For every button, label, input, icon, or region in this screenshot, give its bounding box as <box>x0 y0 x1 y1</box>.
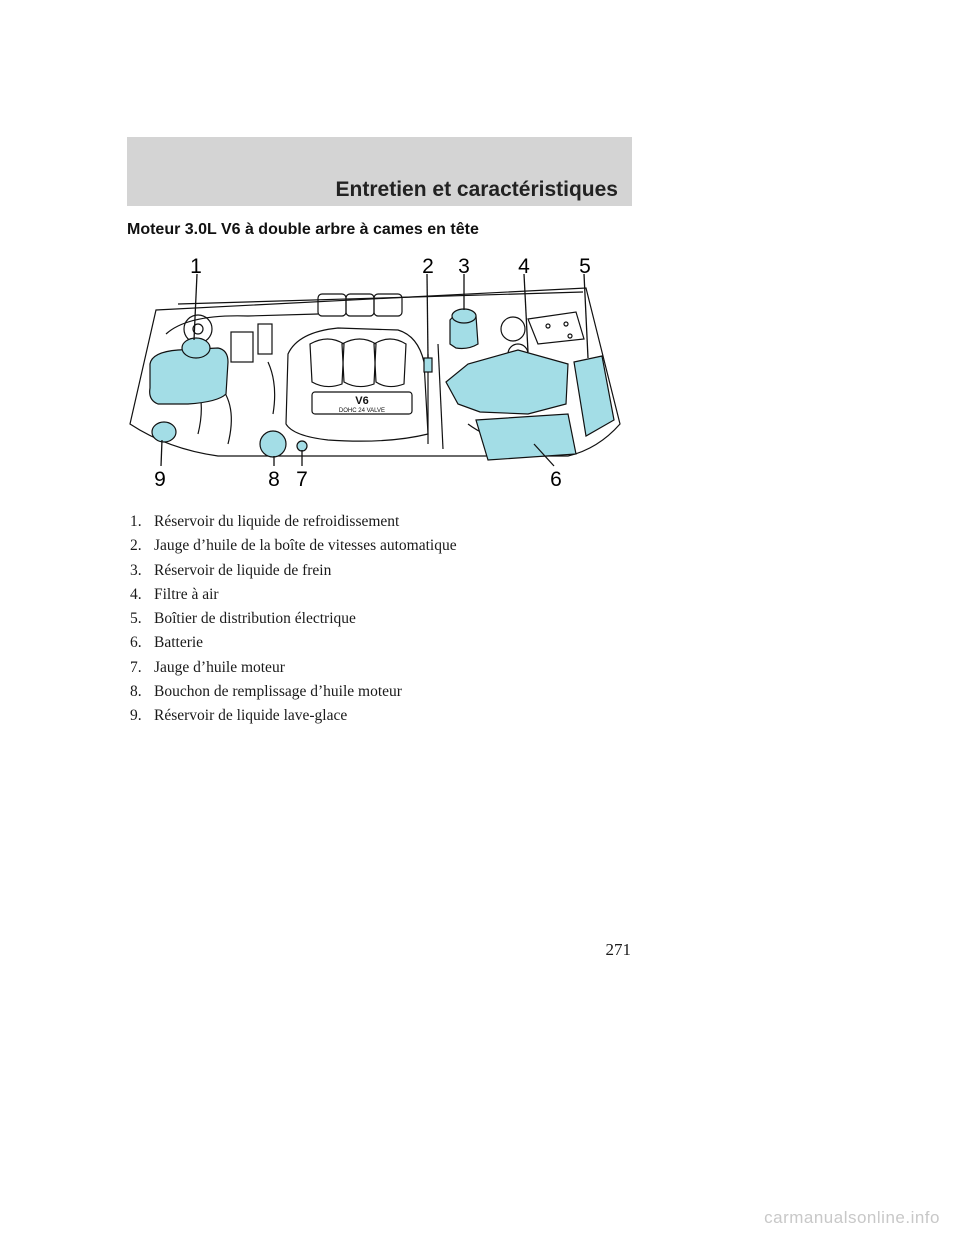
legend-item: 6. Batterie <box>130 634 204 652</box>
washer-reservoir <box>152 422 176 442</box>
section-title: Moteur 3.0L V6 à double arbre à cames en tête <box>127 221 479 238</box>
engine-cover <box>286 328 428 441</box>
callout-9: 9 <box>154 468 166 491</box>
legend-item: 2. Jauge d’huile de la boîte de vitesses automatique <box>130 537 457 555</box>
legend-item: 5. Boîtier de distribution électrique <box>130 610 356 628</box>
legend-item: 8. Bouchon de remplissage d’huile moteur <box>130 683 402 701</box>
engine-diagram <box>128 244 633 494</box>
legend-item: 4. Filtre à air <box>130 585 219 603</box>
callout-1: 1 <box>190 255 202 278</box>
engine-cover-subtext: DOHC 24 VALVE <box>338 408 386 414</box>
engine-cover-text: V6 <box>355 395 369 407</box>
callout-6: 6 <box>550 468 562 491</box>
callout-4: 4 <box>518 255 530 278</box>
legend-item: 7. Jauge d’huile moteur <box>130 658 285 676</box>
header-band <box>127 137 632 206</box>
header-title: Entretien et caractéristiques <box>335 178 618 201</box>
callout-7: 7 <box>296 468 308 491</box>
legend-item: 3. Réservoir de liquide de frein <box>130 561 332 579</box>
callout-8: 8 <box>268 468 280 491</box>
coolant-cap <box>182 338 210 358</box>
component-legend <box>130 510 457 729</box>
page-number: 271 <box>605 940 631 959</box>
callout-5: 5 <box>579 255 591 278</box>
air-filter <box>446 350 568 414</box>
transmission-dipstick <box>424 358 432 372</box>
callout-3: 3 <box>458 255 470 278</box>
watermark: carmanualsonline.info <box>764 1208 940 1227</box>
battery <box>476 414 576 460</box>
engine-oil-dipstick <box>297 441 307 451</box>
legend-item: 9. Réservoir de liquide lave-glace <box>130 707 348 725</box>
callout-2: 2 <box>422 255 434 278</box>
power-distribution-box <box>574 356 614 436</box>
oil-filler-cap <box>260 431 286 457</box>
legend-item: 1. Réservoir du liquide de refroidissement <box>130 513 400 530</box>
